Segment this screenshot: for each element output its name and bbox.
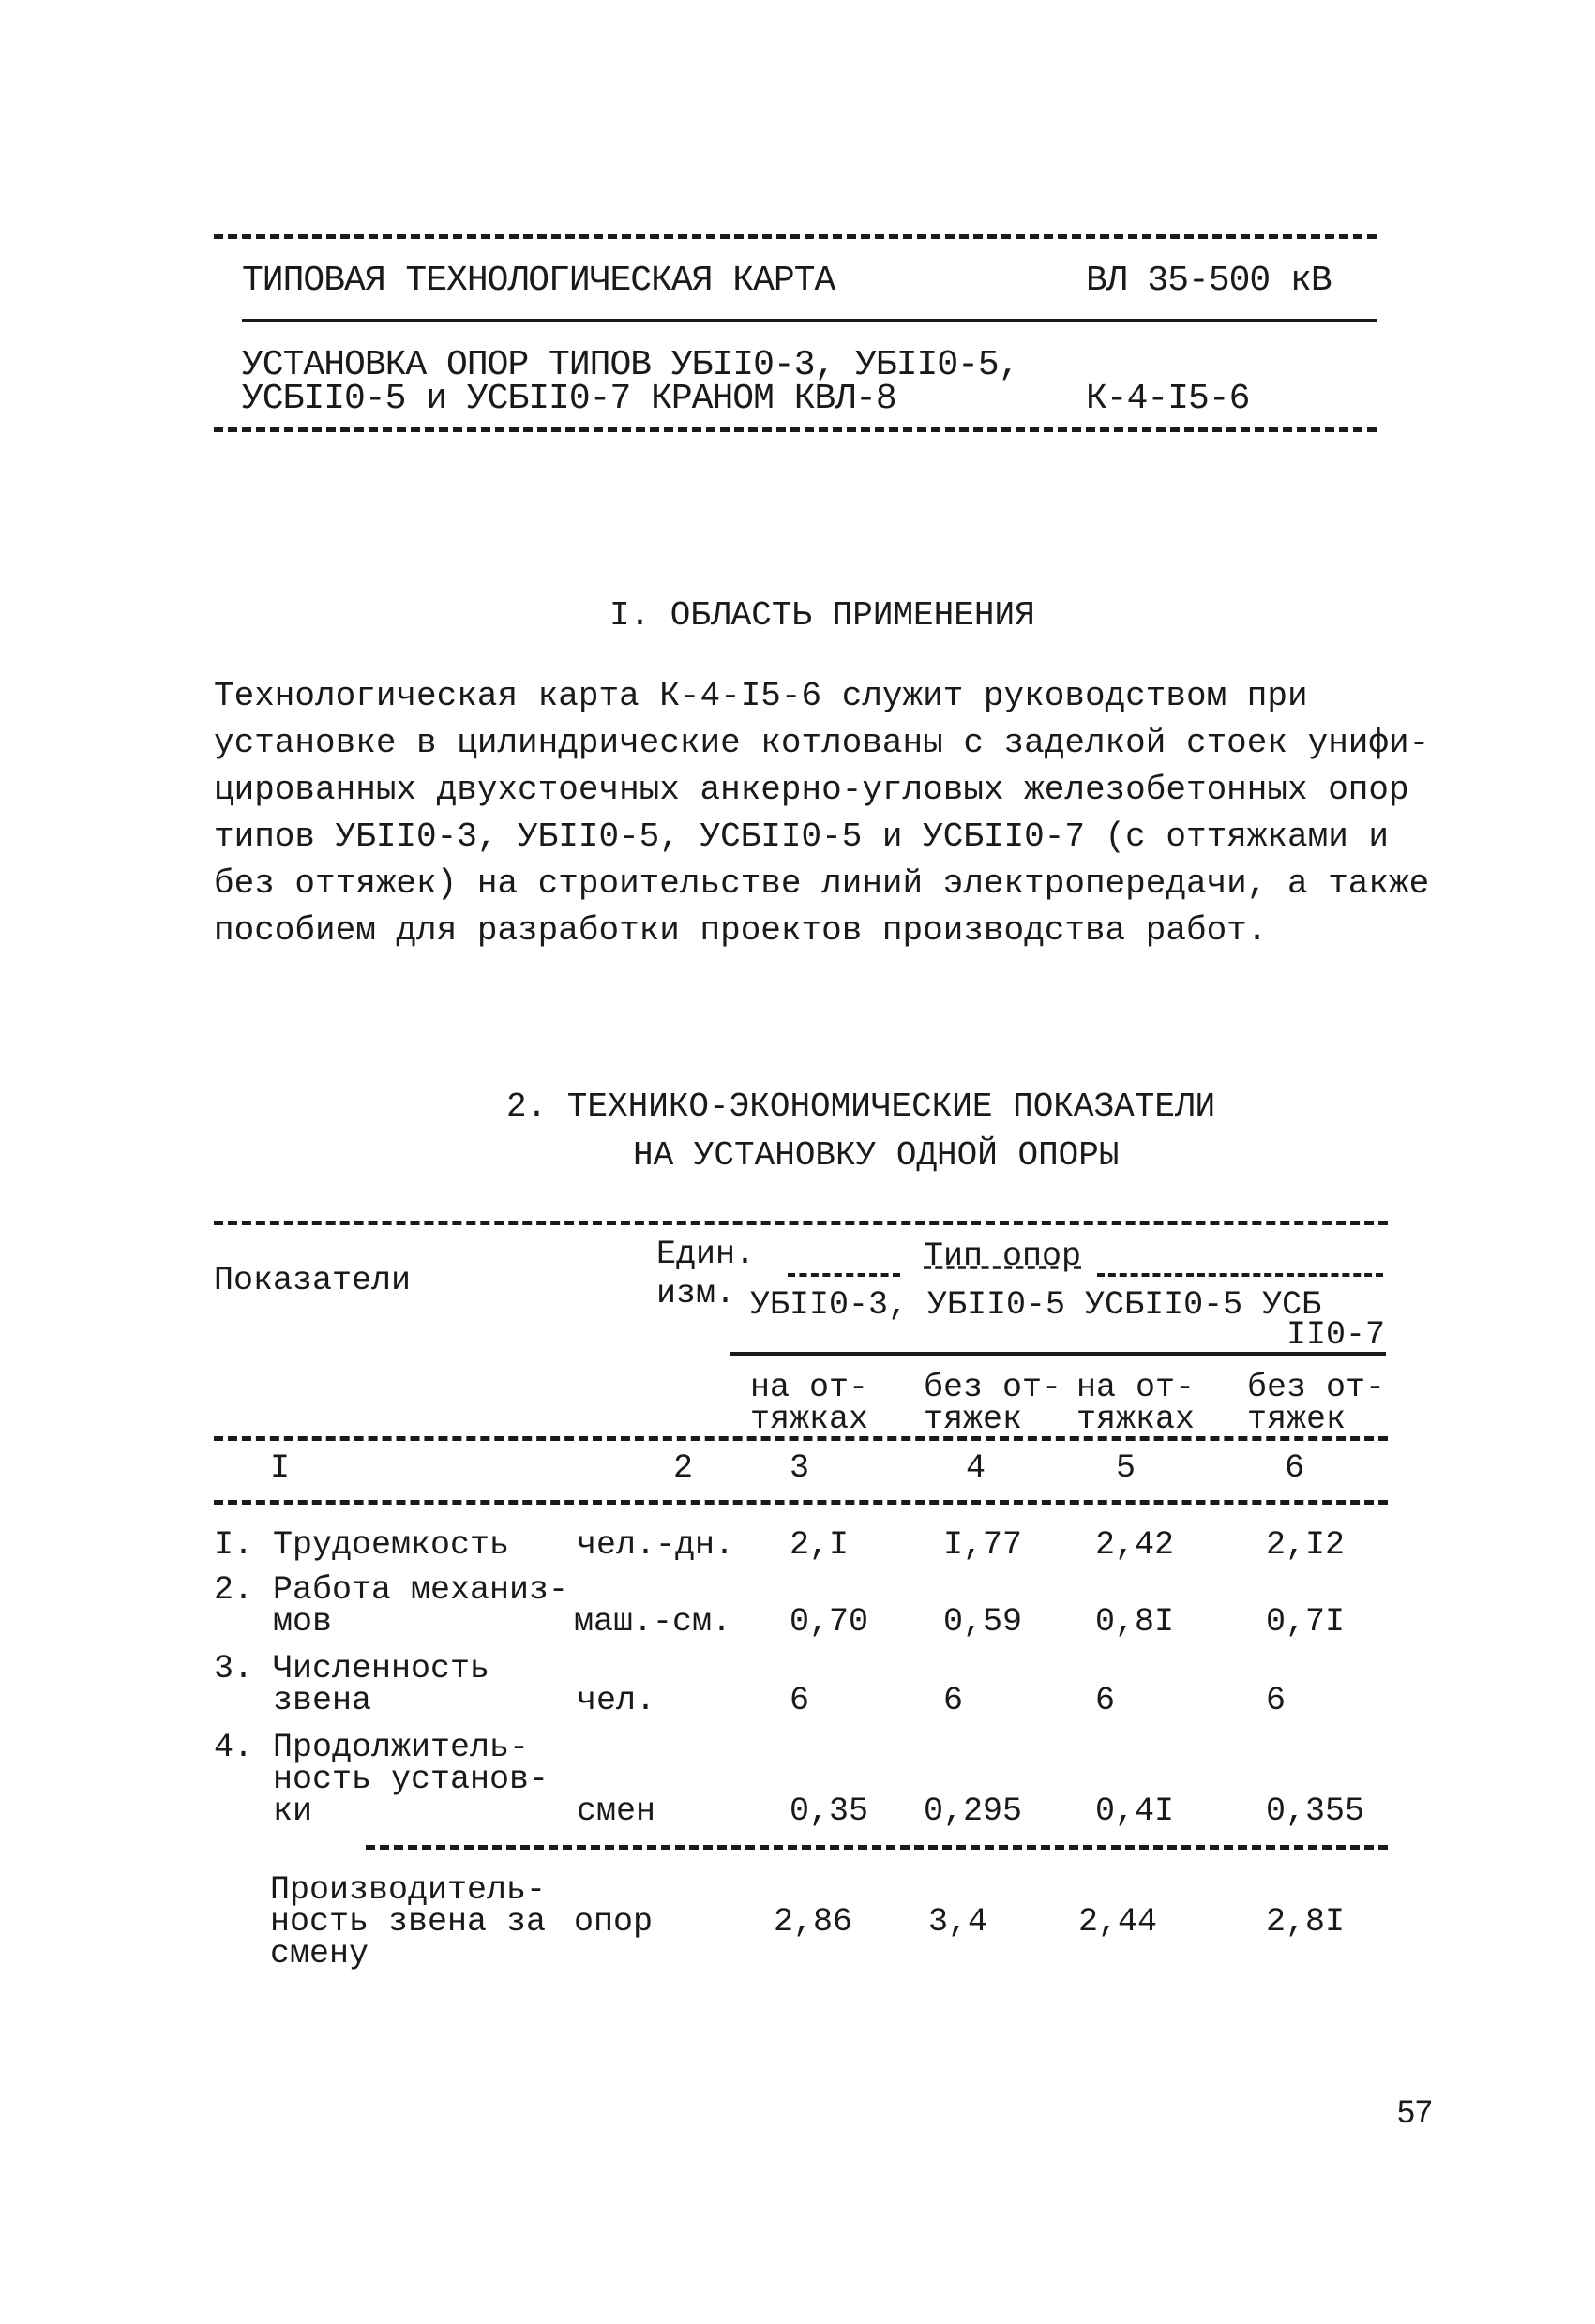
row3-name-l1: 3. Численность xyxy=(214,1650,490,1687)
subheader-col6-l2: тяжек xyxy=(1247,1401,1347,1438)
page-number: 57 xyxy=(1397,2094,1433,2130)
row3-name-l2: звена xyxy=(214,1682,372,1719)
header-top-rule xyxy=(214,234,1377,239)
header-mid-rule xyxy=(242,319,1377,322)
row3-val-5: 6 xyxy=(1095,1682,1116,1719)
row2-val-5: 0,8I xyxy=(1095,1603,1175,1641)
subheader-col4-l2: тяжек xyxy=(924,1401,1023,1438)
row1-name: I. Трудоемкость xyxy=(214,1526,510,1564)
subheader-col5-l1: на от- xyxy=(1076,1369,1196,1406)
section1-line: установке в цилиндрические котлованы с заделкой стоек унифи- xyxy=(214,724,1430,762)
subheader-col5-l2: тяжках xyxy=(1076,1401,1196,1438)
row3-val-6: 6 xyxy=(1266,1682,1287,1719)
colnum-5: 5 xyxy=(1116,1449,1136,1487)
row2-val-3: 0,70 xyxy=(790,1603,869,1641)
types-line2: II0-7 xyxy=(1287,1316,1386,1354)
colnum-rule xyxy=(214,1500,1388,1505)
section1-line: цированных двухстоечных анкерно-угловых железобетонных опор xyxy=(214,771,1409,809)
col-header-type: Тип опор xyxy=(924,1237,1082,1275)
row4-unit: смен xyxy=(577,1792,656,1830)
section1-line: без оттяжек) на строительстве линий электропередачи, а также xyxy=(214,864,1430,903)
productivity-name-l3: смену xyxy=(270,1935,369,1972)
productivity-val-3: 2,86 xyxy=(774,1903,853,1941)
section1-title: I. ОБЛАСТЬ ПРИМЕНЕНИЯ xyxy=(609,596,1035,635)
section1-line: Технологическая карта К-4-I5-6 служит руководством при xyxy=(214,677,1308,715)
row2-name-l2: мов xyxy=(214,1603,333,1641)
col-header-unit-line2: изм. xyxy=(656,1275,736,1312)
subject-line-1: УСТАНОВКА ОПОР ТИПОВ УБII0-3, УБII0-5, xyxy=(242,345,1019,385)
type-header-rule-right xyxy=(1097,1273,1383,1277)
types-line1: УБII0-3, УБII0-5 УСБII0-5 УСБ xyxy=(750,1286,1322,1324)
productivity-name-l1: Производитель- xyxy=(270,1871,547,1909)
row4-name-l1: 4. Продолжитель- xyxy=(214,1729,530,1766)
col-header-indicators: Показатели xyxy=(214,1262,412,1299)
colnum-2: 2 xyxy=(673,1449,694,1487)
row1-val-5: 2,42 xyxy=(1095,1526,1175,1564)
row1-val-6: 2,I2 xyxy=(1266,1526,1346,1564)
row1-unit: чел.-дн. xyxy=(577,1526,735,1564)
productivity-val-6: 2,8I xyxy=(1266,1903,1346,1941)
table-top-rule xyxy=(214,1221,1388,1225)
section2-title-line1: 2. ТЕХНИКО-ЭКОНОМИЧЕСКИЕ ПОКАЗАТЕЛИ xyxy=(506,1087,1216,1126)
row1-val-4: I,77 xyxy=(943,1526,1023,1564)
header-bottom-rule xyxy=(214,427,1377,432)
productivity-val-5: 2,44 xyxy=(1078,1903,1158,1941)
row4-val-4: 0,295 xyxy=(924,1792,1023,1830)
type-header-rule-left xyxy=(788,1273,900,1277)
colnum-1: I xyxy=(270,1449,291,1487)
subject-line-2: УСБII0-5 и УСБII0-7 КРАНОМ КВЛ-8 xyxy=(242,379,896,419)
colnum-4: 4 xyxy=(966,1449,986,1487)
section1-line: типов УБII0-3, УБII0-5, УСБII0-5 и УСБII0-7 (с оттяжками и xyxy=(214,817,1390,856)
subheader-col6-l1: без от- xyxy=(1247,1369,1386,1406)
voltage-label: ВЛ 35-500 кВ xyxy=(1086,261,1332,301)
card-title: ТИПОВАЯ ТЕХНОЛОГИЧЕСКАЯ КАРТА xyxy=(242,261,835,301)
col-header-unit-line1: Един. xyxy=(656,1236,756,1273)
subheader-col4-l1: без от- xyxy=(924,1369,1062,1406)
row1-val-3: 2,I xyxy=(790,1526,850,1564)
row2-unit: маш.-см. xyxy=(574,1603,732,1641)
productivity-name-l2: ность звена за xyxy=(270,1903,547,1941)
row2-val-4: 0,59 xyxy=(943,1603,1023,1641)
row3-val-4: 6 xyxy=(943,1682,964,1719)
card-code: К-4-I5-6 xyxy=(1086,379,1250,419)
colnum-6: 6 xyxy=(1285,1449,1305,1487)
colnum-3: 3 xyxy=(790,1449,810,1487)
productivity-unit: опор xyxy=(574,1903,654,1941)
subheader-rule xyxy=(214,1436,1388,1441)
row4-val-6: 0,355 xyxy=(1266,1792,1365,1830)
row3-unit: чел. xyxy=(577,1682,656,1719)
productivity-rule xyxy=(366,1845,1388,1850)
section1-line: пособием для разработки проектов производства работ. xyxy=(214,911,1268,950)
row4-name-l3: ки xyxy=(214,1792,313,1830)
subheader-col3-l1: на от- xyxy=(750,1369,869,1406)
row3-val-3: 6 xyxy=(790,1682,810,1719)
row4-val-3: 0,35 xyxy=(790,1792,869,1830)
row2-val-6: 0,7I xyxy=(1266,1603,1346,1641)
types-underline xyxy=(730,1352,1386,1356)
productivity-val-4: 3,4 xyxy=(928,1903,988,1941)
row2-name-l1: 2. Работа механиз- xyxy=(214,1571,569,1609)
section2-title-line2: НА УСТАНОВКУ ОДНОЙ ОПОРЫ xyxy=(633,1136,1120,1175)
subheader-col3-l2: тяжках xyxy=(750,1401,869,1438)
row4-name-l2: ность установ- xyxy=(214,1761,549,1798)
row4-val-5: 0,4I xyxy=(1095,1792,1175,1830)
